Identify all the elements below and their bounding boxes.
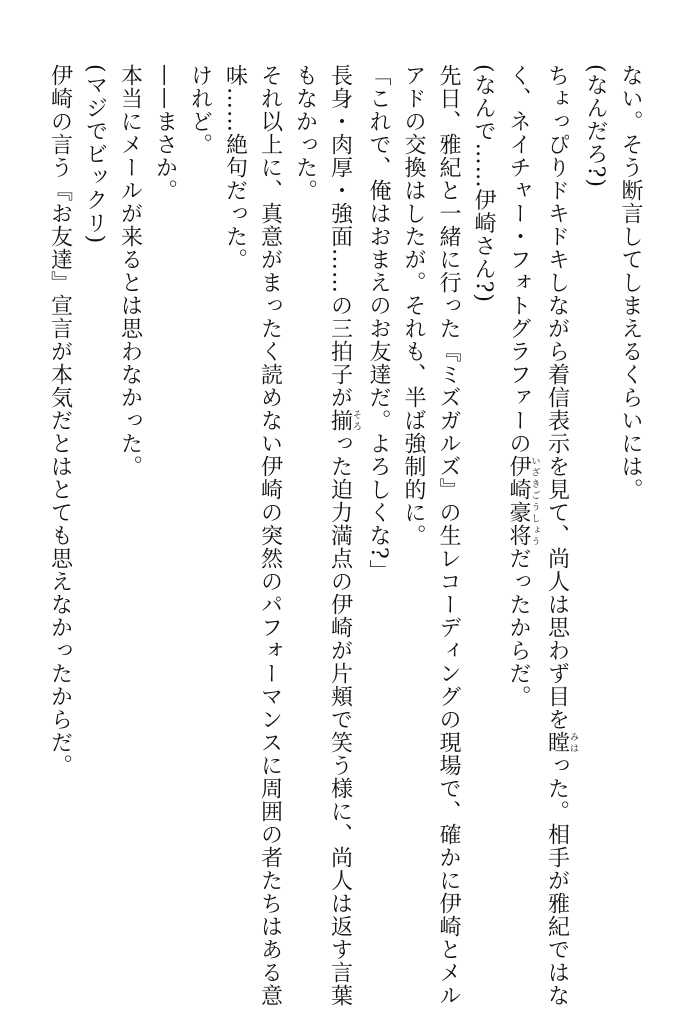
ruby-base: 揃 <box>327 409 353 432</box>
text-line <box>288 64 323 964</box>
text-line <box>578 64 613 964</box>
text-line <box>540 64 579 1007</box>
text-segment: だったからだ。 <box>506 547 531 708</box>
text-line <box>323 64 362 1007</box>
ruby-reading: そろ <box>351 409 361 432</box>
text-segment: ない。そう断言してしまえるくらいには。 <box>618 64 643 501</box>
text-segment: った迫力満点の伊崎が片頬で笑う様に、尚人は返す言葉 <box>327 432 353 1007</box>
text-segment: 長身・肉厚・強面……の三拍子が <box>327 64 353 409</box>
text-line <box>501 64 540 964</box>
text-segment: けれど。 <box>187 64 213 156</box>
text-segment: 味……絶句だった。 <box>222 64 248 271</box>
text-line <box>361 64 396 964</box>
text-line <box>43 64 78 964</box>
text-segment: (マジでビックリ) <box>82 64 108 245</box>
text-line <box>78 64 113 964</box>
text-segment: った。相手が雅紀ではな <box>544 754 570 1007</box>
text-line <box>253 64 288 1007</box>
text-segment: 本当にメールが来るとは思わなかった。 <box>117 64 143 478</box>
text-line <box>218 64 253 964</box>
ruby-annotation <box>327 409 361 432</box>
text-line <box>613 64 648 964</box>
text-segment: 「これで、俺はおまえのお友達だ。よろしくな?」 <box>366 64 391 583</box>
vertical-text-body <box>43 64 649 1007</box>
ruby-annotation <box>544 731 578 754</box>
ruby-reading: いざきごうしょう <box>529 455 540 547</box>
text-line <box>148 64 183 964</box>
text-line <box>183 64 218 964</box>
ruby-base: 瞠 <box>544 731 570 754</box>
ruby-base: 伊崎豪将 <box>506 455 531 547</box>
text-segment: く、ネイチャー・フォトグラファーの <box>506 64 531 455</box>
text-segment: (なんで……伊崎さん?) <box>471 64 496 303</box>
ruby-reading: みは <box>568 731 578 754</box>
text-line <box>113 64 148 964</box>
text-segment: 先日、雅紀と一緒に行った『ミズガルズ』の生レコーディングの現場で、確かに伊崎とメル <box>436 64 461 1007</box>
text-line <box>431 64 466 1007</box>
text-segment: もなかった。 <box>292 64 318 202</box>
text-segment: (なんだろ?) <box>583 64 608 188</box>
text-segment: ——まさか。 <box>152 64 178 202</box>
text-segment: アドの交換はしたが。それも、半ば強制的に。 <box>401 64 426 547</box>
text-line <box>466 64 501 964</box>
ruby-annotation <box>506 455 540 547</box>
text-segment: それ以上に、真意がまったく読めない伊崎の突然のパフォーマンスに周囲の者たちはある意 <box>257 64 283 1007</box>
text-line <box>396 64 431 964</box>
text-segment: ちょっぴりドキドキしながら着信表示を見て、尚人は思わず目を <box>544 64 570 731</box>
text-segment: 伊崎の言う『お友達』宣言が本気だとはとても思えなかったからだ。 <box>47 64 73 777</box>
